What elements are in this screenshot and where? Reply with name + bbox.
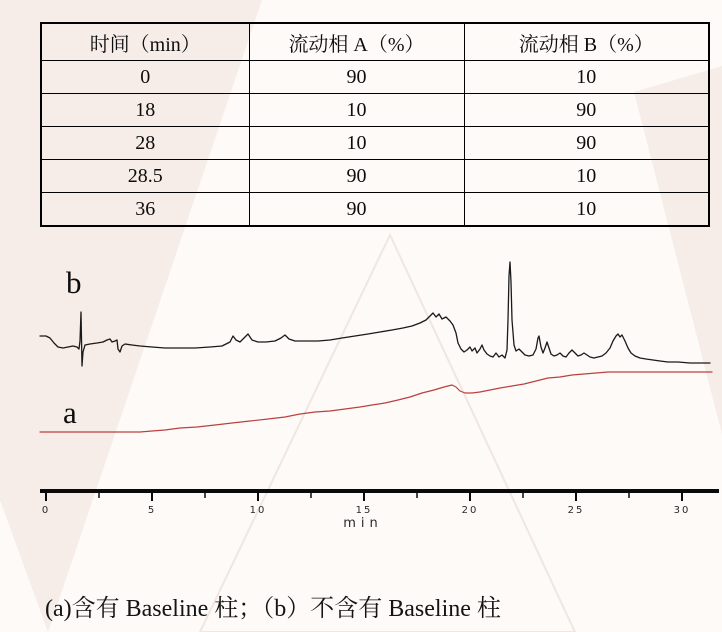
trace-b-label: b	[66, 265, 82, 300]
figure-caption: (a)含有 Baseline 柱；（b）不含有 Baseline 柱	[45, 596, 501, 622]
table-cell: 90	[249, 160, 464, 193]
x-axis-tick-label: 20	[461, 505, 479, 516]
table-cell: 90	[464, 127, 709, 160]
table-cell: 90	[249, 193, 464, 227]
column-header-mobile-phase-a: 流动相 A（%）	[249, 23, 464, 61]
trace-b	[40, 262, 710, 366]
x-axis-tick-label: 10	[249, 505, 267, 516]
table-cell: 36	[41, 193, 249, 227]
table-cell: 10	[464, 61, 709, 94]
table-cell: 90	[249, 61, 464, 94]
column-header-time: 时间（min）	[41, 23, 249, 61]
table-cell: 10	[249, 127, 464, 160]
x-axis-tick-label: 0	[41, 505, 51, 516]
x-axis-tick-label: 15	[355, 505, 373, 516]
x-axis-tick-label: 25	[567, 505, 585, 516]
table-cell: 90	[464, 94, 709, 127]
table-cell: 10	[464, 160, 709, 193]
trace-a	[40, 372, 712, 432]
table-cell: 10	[249, 94, 464, 127]
table-cell: 18	[41, 94, 249, 127]
table-cell: 0	[41, 61, 249, 94]
x-axis-tick-label: 5	[147, 505, 157, 516]
x-axis-title: min	[343, 516, 383, 531]
table-cell: 10	[464, 193, 709, 227]
column-header-mobile-phase-b: 流动相 B（%）	[464, 23, 709, 61]
table-cell: 28.5	[41, 160, 249, 193]
table-cell: 28	[41, 127, 249, 160]
trace-a-label: a	[63, 395, 77, 430]
x-axis-tick-label: 30	[673, 505, 691, 516]
